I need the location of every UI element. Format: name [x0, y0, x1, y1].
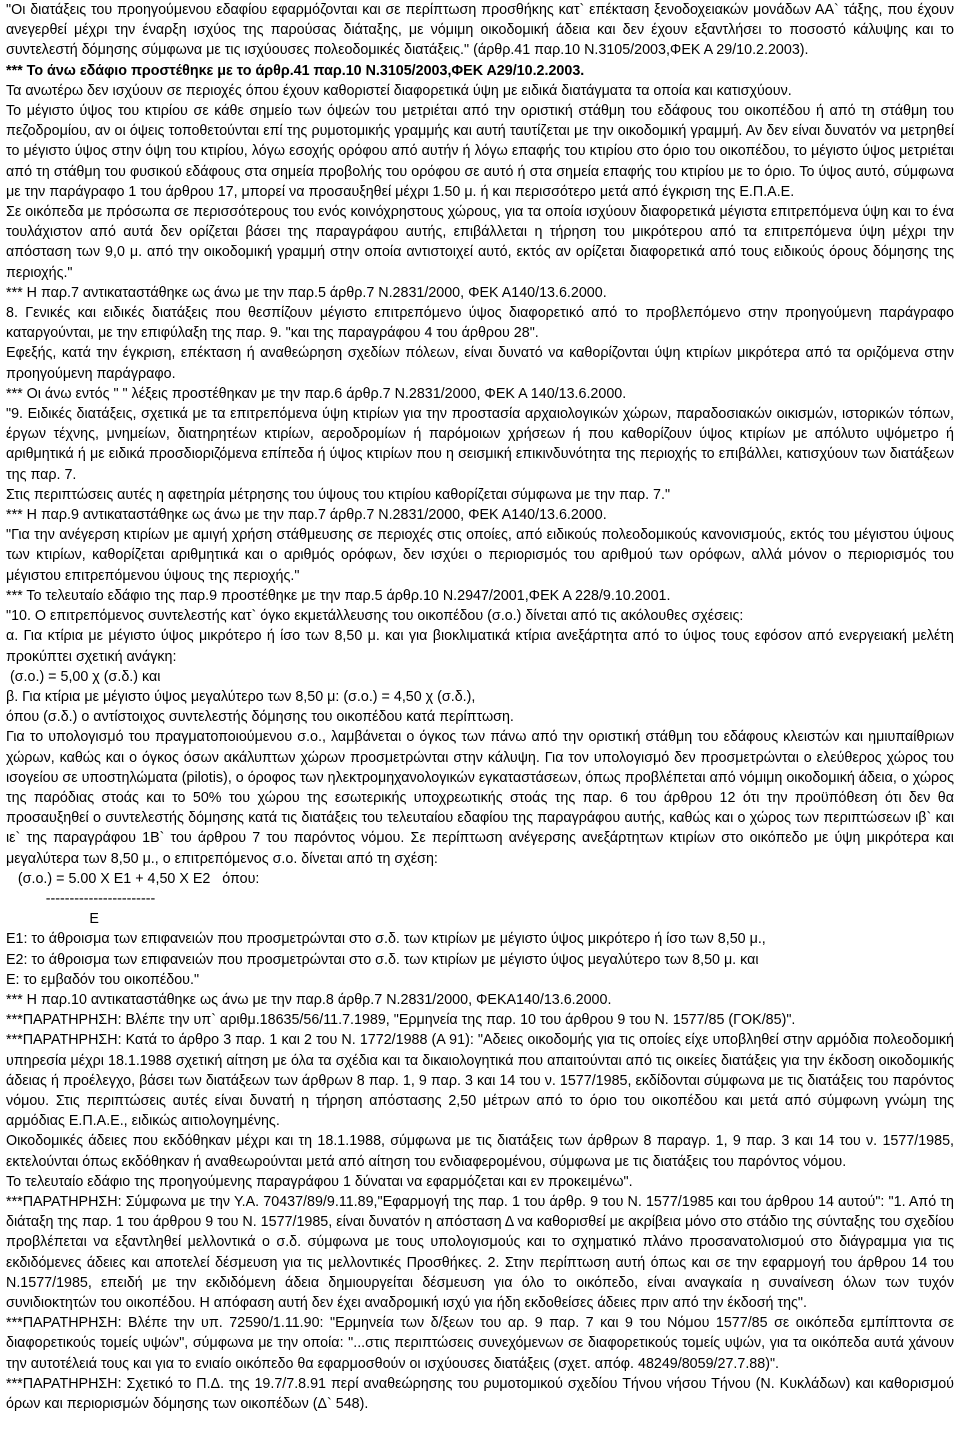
paragraph-text: Το μέγιστο ύψος του κτιρίου σε κάθε σημείο των όψεών του μετριέται από την οριστική στάθμη του εδάφους του οικοπέδου ή από τη στάθμη του πεζοδρομίου, αν οι όψεις τοποθετούνται επί της ρυμοτομικής γραμμής και αυτή ταυτίζεται με την οικοδομική γραμμή. Αν δεν είναι δυνατόν να μετρηθεί το μέγιστο ύψος στην όψη του κτιρίου, λόγω εσοχής ορόφου από αυτήν ή λόγω επαφής του κτιρίου στο όριο του οικοπέδου, το μέγιστο ύψος μετριέται από τη στάθμη του φυσικού εδάφους στα σημεία προβολής του ορόφου σε αυτό ή στα σημεία επαφής του κτιρίου με το όριο. Το ύψος αυτό, σύμφωνα με την παράγραφο 1 του άρθρου 17, μπορεί να προσαυξηθεί μέχρι 1.50 μ. ή και περισσότερο μετά από έγκριση της Ε.Π.Α.Ε. [6, 103, 954, 200]
formula-denominator: Ε [6, 911, 99, 928]
paragraph-text: Τα ανωτέρω δεν ισχύουν σε περιοχές όπου έχουν καθοριστεί διαφορετικά ύψη με ειδικά διατάγματα τα οποία και κατισχύουν. [6, 82, 792, 99]
paragraph-note: *** Το άνω εδάφιο προστέθηκε με το άρθρ.41 παρ.10 Ν.3105/2003,ΦΕΚ Α29/10.2.2003. [6, 62, 585, 79]
paragraph-text: "Για την ανέγερση κτιρίων με αμιγή χρήση στάθμευσης σε περιοχές στις οποίες, από ειδικούς πολεοδομικούς κανονισμούς, εκτός του μέγιστου ύψους των κτιρίων, καθορίζεται αριθμητικά και ο αριθμός ορόφων, δεν ισχύει ο περιορισμός του αριθμού των ορόφων, αλλά μόνον ο περιορισμός του μέγιστου επιτρεπόμενου ύψους της περιοχής." [6, 527, 954, 584]
paragraph-text: όπου (σ.δ.) ο αντίστοιχος συντελεστής δόμησης του οικοπέδου κατά περίπτωση. [6, 709, 514, 726]
paragraph-text: Εφεξής, κατά την έγκριση, επέκταση ή αναθεώρηση σχεδίων πόλεων, είναι δυνατό να καθορίζονται ύψη κτιρίων μικρότερα από τα οριζόμενα στην προηγούμενη παράγραφο. [6, 345, 954, 382]
formula-definition: Ε2: το άθροισμα των επιφανειών που προσμετρώνται στο σ.δ. των κτιρίων με μέγιστο ύψος μεγαλύτερο των 8,50 μ. και [6, 951, 759, 968]
paragraph-quoted-provision: "Οι διατάξεις του προηγούμενου εδαφίου εφαρμόζονται και σε περίπτωση προσθήκης κατ` επέκταση ξενοδοχειακών μονάδων ΑΑ` τάξης, που έχουν ανεγερθεί μέχρι την έναρξη ισχύος της παρούσας διάταξης, με νόμιμη οικοδομική άδεια και δεν έχουν εξαντλήσει το ποσοστό κάλυψης και το συντελεστή δόμησης σύμφωνα με τις ισχύουσες πολεοδομικές διατάξεις." (άρθρ.41 παρ.10 Ν.3105/2003,ΦΕΚ Α 29/10.2.2003). [6, 2, 954, 59]
paragraph-text: Για το υπολογισμό του πραγματοποιούμενου σ.ο., λαμβάνεται ο όγκος των πάνω από την οριστική στάθμη του εδάφους κλειστών και ημιυπαίθριων χώρων, καθώς και ο όγκος όσων ακάλυπτων χώρων προσμετρώνται στην κάλυψη. Για τον υπολογισμό δεν προσμετρώνται ο ελεύθερος χώρος του ισογείου σε υποστηλώματα (pilotis), ο όροφος των ηλεκτρομηχανολογικών εγκαταστάσεων, όπως προβλέπεται από νόμιμη οικοδομική άδεια, ο χώρος της παρόδιας στοάς και το 50% του χώρου της εσωτερικής υποχρεωτικής στοάς της παρ. 6 του άρθρου 12 ότι την προϋπόθεση ότι δεν θα προσαυξηθεί ο συντελεστής δόμησης κατά τις διατάξεις του τελευταίου εδαφίου της παραγράφου αυτής, καθώς και ο χώρος των περιπτώσεων ιβ` και ιε` της παραγράφου 1Β` του άρθρου 7 του παρόντος νόμου. Σε περίπτωση ανέγερσης ανεξάρτητων κτιρίων στο οικόπεδο με ύψη μικρότερα και μεγαλύτερα των 8,50 μ., ο επιτρεπόμενος σ.ο. δίνεται από τη σχέση: [6, 729, 954, 867]
paragraph-note: *** Το τελευταίο εδάφιο της παρ.9 προστέθηκε με την παρ.5 άρθρ.10 Ν.2947/2001,ΦΕΚ Α 228/9.10.2001. [6, 587, 671, 604]
paragraph-remark: ***ΠΑΡΑΤΗΡΗΣΗ: Σύμφωνα με την Υ.Α. 70437/89/9.11.89,"Εφαρμογή της παρ. 1 του άρθρ. 9 του Ν. 1577/1985 και του άρθρου 14 αυτού": "1. Από τη διάταξη της παρ. 1 του άρθρου 9 του Ν. 1577/1985, είναι δυνατόν η απόσταση Δ να καθορισθεί με ακρίβεια μόνο στο στάδιο της σύνταξης του σχεδίου προβλέπεται να εξαντληθεί μελλοντικά ο σ.δ. σύμφωνα με τους υπολογισμούς και το σχηματικό πλάνο προσανατολισμού στο διάγραμμα για τις εκδιδόμενες άδειες και αποτελεί δέσμευση για τις μελλοντικές Προσθήκες. 2. Στην περίπτωση αυτή όπως και σε την εφαρμογή του άρθρου 14 του Ν.1577/1985, επειδή με την εκδιδόμενη άδεια δημιουργείται δέσμευση για όλο το οικόπεδο, είναι αναγκαία η συναίνεση όλων των τυχόν συνιδιοκτητών του οικοπέδου. Η απόφαση αυτή δεν έχει αναδρομική ισχύ για ήδη εκδοθείσες άδειες πριν από την έκδοσή της". [6, 1193, 954, 1311]
paragraph-note: *** Η παρ.9 αντικαταστάθηκε ως άνω με την παρ.7 άρθρ.7 Ν.2831/2000, ΦΕΚ Α140/13.6.2000. [6, 507, 607, 524]
formula-line: (σ.ο.) = 5,00 χ (σ.δ.) και [6, 668, 161, 685]
paragraph-remark: ***ΠΑΡΑΤΗΡΗΣΗ: Κατά το άρθρο 3 παρ. 1 και 2 του Ν. 1772/1988 (Α 91): "Αδειες οικοδομής για τις οποίες είχε υποβληθεί στην αρμόδια πολεοδομική υπηρεσία μέχρι 18.1.1988 σχετική αίτηση με όλα τα σχέδια και τα δικαιολογητικά που απαιτούνται από τις οικείες διατάξεις για την έκδοση οικοδομικής άδειας ή προέλεγχο, βάσει των διατάξεων των άρθρων 8 παρ. 1, 9 παρ. 3 και 14 του ν. 1577/1985, εκδίδονται σύμφωνα με τις διατάξεις του παρόντος νόμου. Στις περιπτώσεις αυτές είναι δυνατή η τήρηση απόστασης 2,50 μέτρων από το όριο του οικοπέδου και μετά από σύμφωνη γνώμη της αρμόδιας Ε.Π.Α.Ε., ειδικώς αιτιολογημένης. [6, 1032, 954, 1130]
formula-definition: Ε1: το άθροισμα των επιφανειών που προσμετρώνται στο σ.δ. των κτιρίων με μέγιστο ύψος μικρότερο ή ίσο των 8,50 μ., [6, 931, 766, 948]
paragraph-text: Το τελευταίο εδάφιο της προηγούμενης παραγράφου 1 δύναται να εφαρμόζεται και εν προκειμένω". [6, 1173, 633, 1190]
paragraph-text: "10. Ο επιτρεπόμενος συντελεστής κατ` όγκο εκμετάλλευσης του οικοπέδου (σ.ο.) δίνεται από τις ακόλουθες σχέσεις: [6, 608, 744, 625]
paragraph-text: "9. Ειδικές διατάξεις, σχετικά με τα επιτρεπόμενα ύψη κτιρίων για την προστασία αρχαιολογικών χώρων, παραδοσιακών οικισμών, ιστορικών τόπων, έργων τέχνης, μνημείων, διατηρητέων κτιρίων, αεροδρομίων ή παρόμοιων χρήσεων ή που καθορίζουν ύψος κτιρίων με απόλυτο υψόμετρο ή αριθμητικά ή με ειδικά προσδιοριζόμενα επίπεδα ή ύψος κτιρίων που η σεισμική επικινδυνότητα της περιοχής το επιβάλλει, κατισχύουν των διατάξεων της παρ. 7. [6, 406, 954, 483]
formula-definition: Ε: το εμβαδόν του οικοπέδου." [6, 971, 200, 988]
paragraph-remark: ***ΠΑΡΑΤΗΡΗΣΗ: Βλέπε την υπ. 72590/1.11.90: "Ερμηνεία των δ/ξεων του αρ. 9 παρ. 7 και 9 του Νόμου 1577/85 σε οικόπεδα εμπίπτοντα σε διαφορετικούς τομείς υψών", σύμφωνα με την οποία: "...στις περιπτώσεις συνεχόμενων σε διαφορετικούς τομείς υψών, για τα οικόπεδα αυτά χάνουν την αυτοτέλειά τους και για το ενιαίο οικόπεδο θα εφαρμοσθούν οι ισχύουσες διατάξεις (σχετ. απόφ. 48249/8059/27.7.88)". [6, 1315, 954, 1372]
formula-line: β. Για κτίρια με μέγιστο ύψος μεγαλύτερο των 8,50 μ: (σ.ο.) = 4,50 χ (σ.δ.), [6, 688, 476, 705]
paragraph-remark: ***ΠΑΡΑΤΗΡΗΣΗ: Βλέπε την υπ` αριθμ.18635/56/11.7.1989, "Ερμηνεία της παρ. 10 του άρθρου 9 του Ν. 1577/85 (ΓΟΚ/85)". [6, 1012, 796, 1029]
paragraph-text: α. Για κτίρια με μέγιστο ύψος μικρότερο ή ίσο των 8,50 μ. και για βιοκλιματικά κτίρια ανεξάρτητα από το ύψος τους εφόσον από ενεργειακή μελέτη προκύπτει σχετική ανάγκη: [6, 628, 954, 665]
paragraph-text: 8. Γενικές και ειδικές διατάξεις που θεσπίζουν μέγιστο επιτρεπόμενο ύψος διαφορετικό από το προβλεπόμενο στην προηγούμενη παράγραφο καταργούνται, με την επιφύλαξη της παρ. 9. "και της παραγράφου 4 του άρθρου 28". [6, 305, 954, 342]
formula-fraction-bar: ----------------------- [6, 890, 156, 907]
paragraph-remark: ***ΠΑΡΑΤΗΡΗΣΗ: Σχετικό το Π.Δ. της 19.7/7.8.91 περί αναθεώρησης του ρυμοτομικού σχεδίου Τήνου νήσου Τήνου (Ν. Κυκλάδων) και καθορισμού όρων και περιορισμών δόμησης των οικοπέδων (Δ` 548). [6, 1375, 954, 1413]
paragraph-note: *** Η παρ.7 αντικαταστάθηκε ως άνω με την παρ.5 άρθρ.7 Ν.2831/2000, ΦΕΚ Α140/13.6.2000. [6, 284, 607, 301]
paragraph-note: *** Οι άνω εντός " " λέξεις προστέθηκαν με την παρ.6 άρθρ.7 Ν.2831/2000, ΦΕΚ Α 140/13.6.2000. [6, 385, 627, 402]
paragraph-text: Στις περιπτώσεις αυτές η αφετηρία μέτρησης του ύψους του κτιρίου καθορίζεται σύμφωνα με την παρ. 7." [6, 486, 671, 503]
paragraph-text: Σε οικόπεδα με πρόσωπα σε περισσότερους του ενός κοινόχρηστους χώρους, για τα οποία ισχύουν διαφορετικά μέγιστα επιτρεπόμενα ύψη και το ένα τουλάχιστον από αυτά δεν ορίζεται βάσει της παραγράφου αυτής, επιβάλλεται η τήρηση του μικρότερου από τα επιτρεπόμενα ύψη μέχρι την απόσταση των 9,0 μ. από την οικοδομική γραμμή στην οποία αντιστοιχεί αυτό, εκτός αν ορίζεται διαφορετικά από τους ειδικούς όρους δόμησης της περιοχής." [6, 204, 954, 281]
paragraph-text: Οικοδομικές άδειες που εκδόθηκαν μέχρι και τη 18.1.1988, σύμφωνα με τις διατάξεις των άρθρων 8 παραγρ. 1, 9 παρ. 3 και 14 του ν. 1577/1985, εκτελούνται όπως εκδόθηκαν ή αναθεωρούνται μετά από αίτηση του ενδιαφερομένου, σύμφωνα με τις διατάξεις του παρόντος νόμου. [6, 1133, 954, 1170]
formula-numerator: (σ.ο.) = 5.00 Χ Ε1 + 4,50 Χ Ε2 όπου: [6, 870, 260, 887]
paragraph-note: *** Η παρ.10 αντικαταστάθηκε ως άνω με την παρ.8 άρθρ.7 Ν.2831/2000, ΦΕΚΑ140/13.6.2000. [6, 991, 612, 1008]
